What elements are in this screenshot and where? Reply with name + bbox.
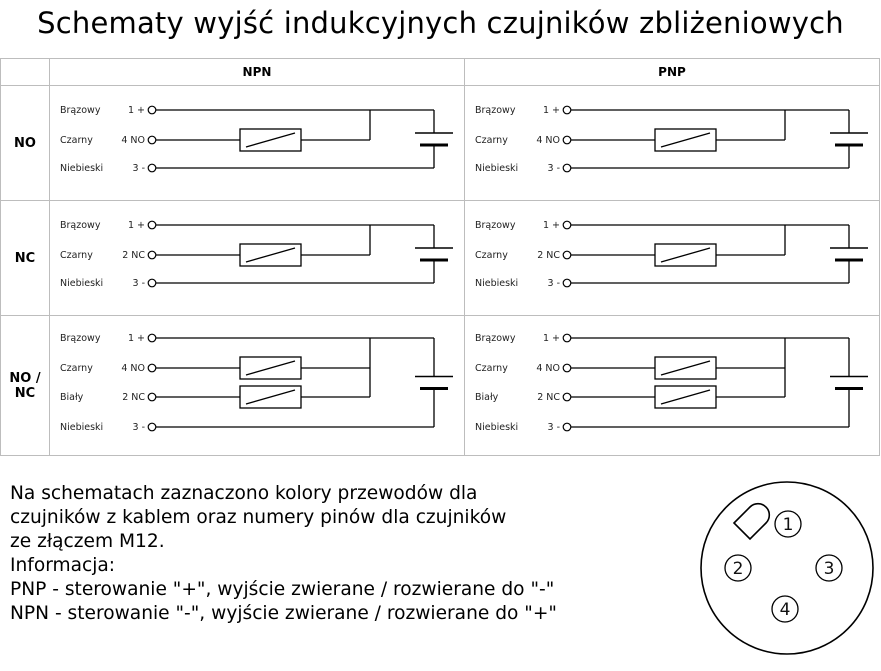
terminal [148,334,156,342]
terminal [563,251,571,259]
terminal [148,423,156,431]
column-header-npn: NPN [50,59,465,86]
schematic-pnp-nc [465,201,880,316]
circuit-drawing [465,86,879,200]
wire-pin-label: 1 + [127,220,145,231]
explanation-text [10,482,557,626]
wire-color-label: Biały [475,392,499,403]
schematic-pnp-no [465,86,880,201]
schematic-npn-nc [50,201,465,316]
wire-pin-label: 1 + [542,220,560,231]
wire-pin-label: 1 + [542,333,560,344]
terminal [563,334,571,342]
wire-pin-label: 4 NO [536,363,560,374]
circuit-drawing [465,201,879,315]
wire-color-label: Niebieski [60,278,104,289]
terminal [563,423,571,431]
circuit-drawing [50,201,464,315]
schematic-pnp-no-nc [465,316,880,456]
note-line-5: PNP - sterowanie "+", wyjście zwierane / rozwierane do "-" [10,579,555,600]
row-label-no-nc-text: NO / NC [9,370,41,401]
wire-color-label: Czarny [475,250,508,261]
pin-1-label: 1 [782,515,794,535]
wire-color-label: Czarny [60,250,93,261]
terminal [148,106,156,114]
wire-color-label: Niebieski [475,278,519,289]
wire-color-label: Czarny [475,135,508,146]
terminal [563,106,571,114]
wire-pin-label: 2 NC [122,392,145,403]
wire-color-label: Niebieski [475,422,519,433]
note-line-3: ze złączem M12. [10,531,165,552]
terminal [148,364,156,372]
m12-connector-diagram [694,476,874,661]
page-title: Schematy wyjść indukcyjnych czujników zbliżeniowych [37,6,844,40]
connector-key-notch [734,504,769,539]
wire-pin-label: 3 - [132,163,145,174]
note-line-2: czujników z kablem oraz numery pinów dla czujników [10,507,507,528]
wire-color-label: Czarny [475,363,508,374]
wire-color-label: Brązowy [60,333,101,344]
wire-color-label: Niebieski [60,163,104,174]
pin-4-label: 4 [779,600,791,620]
terminal [563,279,571,287]
wire-color-label: Brązowy [475,220,516,231]
wire-pin-label: 4 NO [536,135,560,146]
wire-pin-label: 3 - [132,422,145,433]
wire-color-label: Brązowy [60,105,101,116]
schematic-npn-no [50,86,465,201]
wire-color-label: Niebieski [60,422,104,433]
schematic-table [0,58,880,456]
note-line-6: NPN - sterowanie "-", wyjście zwierane / rozwierane do "+" [10,603,557,624]
pin-3-label: 3 [823,559,835,579]
terminal [563,164,571,172]
wire-color-label: Niebieski [475,163,519,174]
connector-outline [701,482,873,654]
terminal [563,136,571,144]
wire-pin-label: 2 NC [122,250,145,261]
pin-2-label: 2 [732,559,744,579]
wire-pin-label: 1 + [127,105,145,116]
corner-cell [1,59,50,86]
wire-color-label: Brązowy [60,220,101,231]
terminal [148,279,156,287]
terminal [563,364,571,372]
wire-pin-label: 2 NC [537,392,560,403]
wire-pin-label: 3 - [132,278,145,289]
terminal [148,393,156,401]
terminal [148,164,156,172]
row-label-no: NO [1,86,50,201]
wire-pin-label: 4 NO [121,363,145,374]
wire-pin-label: 3 - [547,278,560,289]
row-label-nc: NC [1,201,50,316]
wire-pin-label: 3 - [547,163,560,174]
wire-color-label: Biały [60,392,84,403]
circuit-drawing [465,316,879,455]
terminal [148,221,156,229]
wire-color-label: Brązowy [475,333,516,344]
column-header-pnp: PNP [465,59,880,86]
note-line-4: Informacja: [10,555,116,576]
wire-pin-label: 1 + [127,333,145,344]
note-line-1: Na schematach zaznaczono kolory przewodów dla [10,483,478,504]
row-label-no-nc [1,316,50,456]
terminal [148,251,156,259]
wire-color-label: Czarny [60,135,93,146]
circuit-drawing [50,86,464,200]
wire-color-label: Czarny [60,363,93,374]
wire-pin-label: 3 - [547,422,560,433]
schematic-npn-no-nc [50,316,465,456]
terminal [563,221,571,229]
wire-pin-label: 2 NC [537,250,560,261]
wire-pin-label: 4 NO [121,135,145,146]
terminal [148,136,156,144]
circuit-drawing [50,316,464,455]
wire-pin-label: 1 + [542,105,560,116]
terminal [563,393,571,401]
wire-color-label: Brązowy [475,105,516,116]
